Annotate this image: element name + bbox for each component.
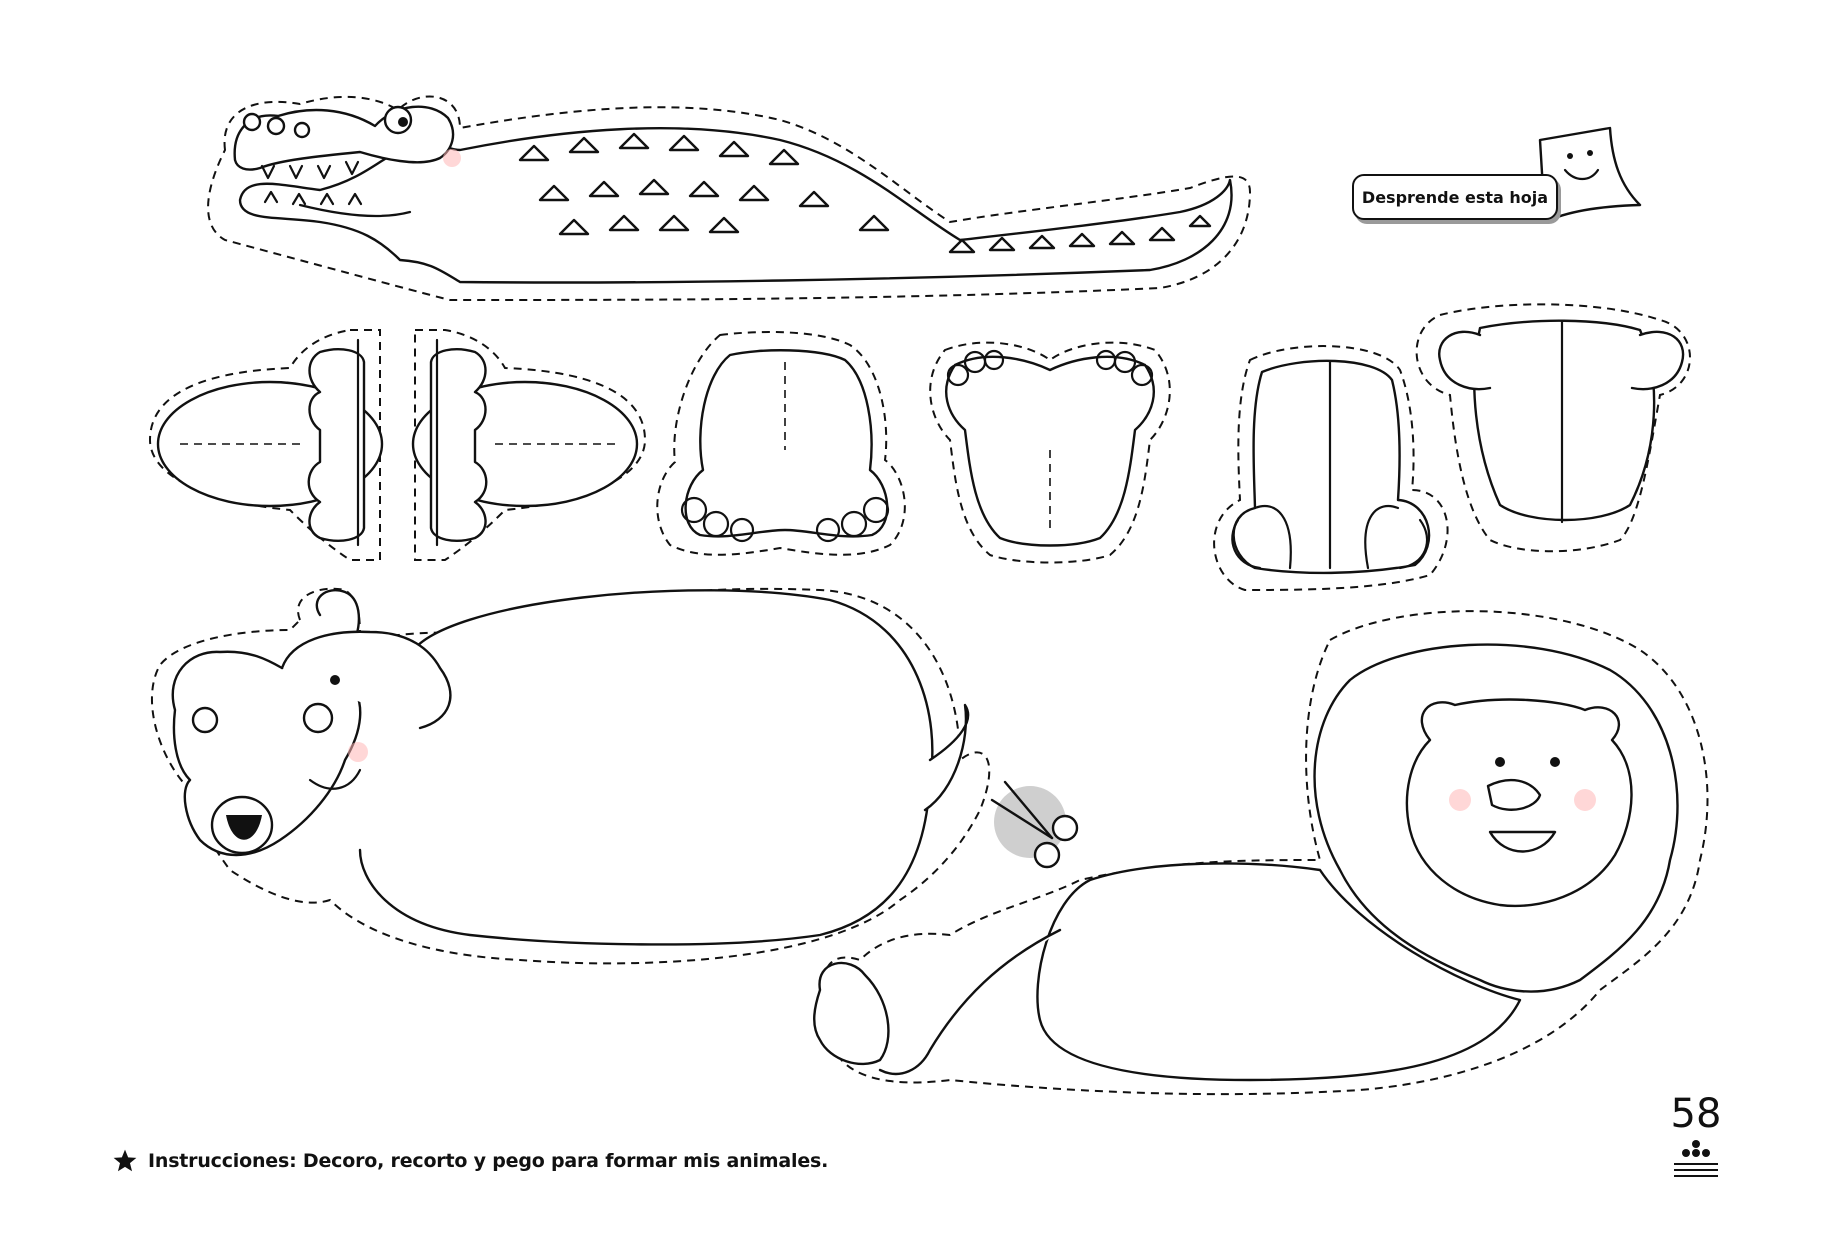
hippo-cutout[interactable] [152, 589, 989, 964]
leg-piece-mittens[interactable] [1417, 304, 1690, 551]
page-number: 58 [1670, 1091, 1722, 1137]
lion-cutout[interactable] [814, 611, 1707, 1094]
instructions-line [112, 1148, 828, 1174]
detach-page-badge [1352, 174, 1558, 220]
leg-piece-left-b[interactable] [413, 330, 645, 560]
instructions-text: Instrucciones: Decoro, recorto y pego para formar mis animales. [148, 1150, 829, 1172]
badge-label: Desprende esta hoja [1361, 187, 1549, 207]
crocodile-cutout[interactable] [208, 96, 1250, 300]
scissors-icon [992, 782, 1077, 867]
star-icon [112, 1148, 138, 1174]
leg-piece-ushape[interactable] [930, 343, 1170, 563]
leg-piece-left-a[interactable] [150, 330, 382, 560]
leg-piece-bell[interactable] [657, 332, 905, 555]
page-number-dots-icon [1666, 1138, 1726, 1182]
leg-piece-paws[interactable] [1214, 346, 1447, 590]
